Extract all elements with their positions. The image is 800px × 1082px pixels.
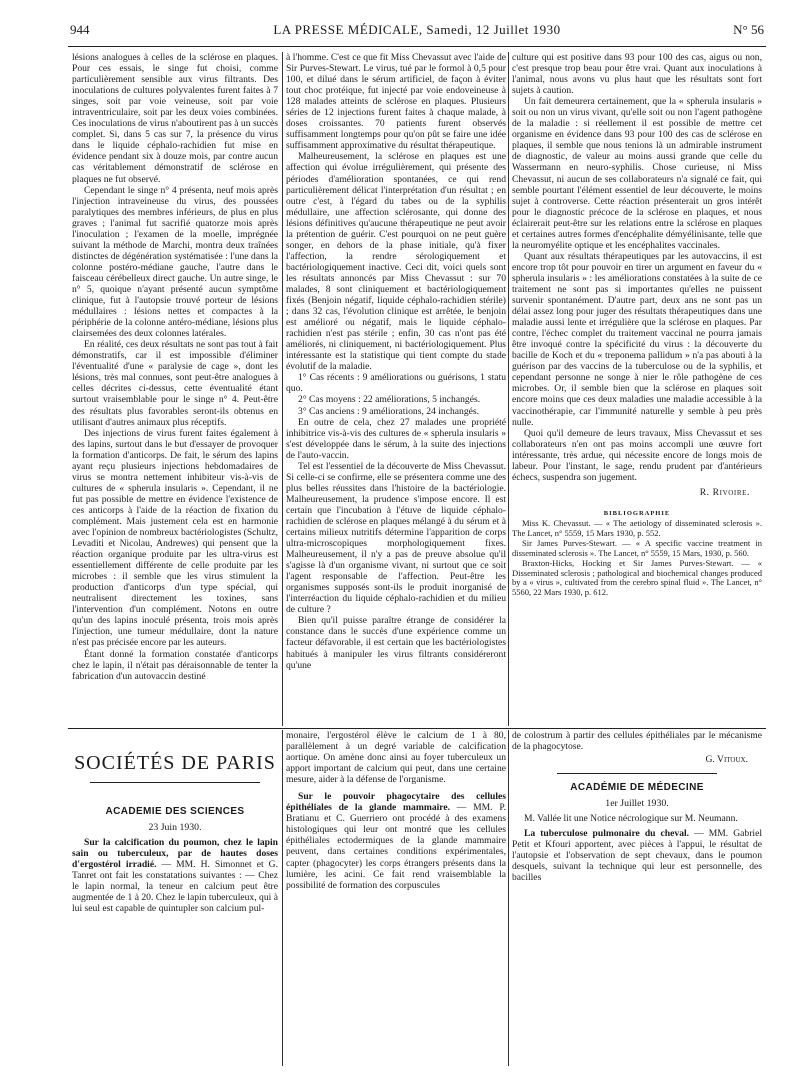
section-rule xyxy=(68,728,766,729)
paragraph: Des injections de virus furent faites également à des lapins, surtout dans le but d'essayer de provoquer la formation d'anticorps. De fait, le sérum des lapins ayant reçu plusieurs injections hebdomadaires de virus se montra nettement inhibiteur vis-à-vis de cultures de « spherula insularis ». Cependant, il ne fut pas possible de mettre en évidence l'existence de ces anticorps à l'aide de la réaction de fixation du complément. Mais justement cela est en harmonie avec l'opinion de nombreux bactériologistes (Schultz, Levaditi et Nicolau, Andrewes) qui pensent que la réaction organique produite par les ultra-virus est essentiellement différente de celle produite par les microbes : il semble que les virus stimulent la production d'anticorps d'un type spécial, qui neutralisent directement les toxines, sans l'intervention d'un complément. Notons en outre qu'un des lapins inoculé présenta, trois mois après l'injection, une tumeur médullaire, dont la nature n'est pas précisée encore par les auteurs. xyxy=(72,427,278,649)
paragraph: Étant donné la formation constatée d'anticorps chez le lapin, il n'était pas déraisonnable de tenter la fabrication d'un autovaccin destiné xyxy=(72,648,278,682)
report-signature: G. Vitoux. xyxy=(705,754,748,766)
stat-line: 2° Cas moyens : 22 améliorations, 5 inchangés. xyxy=(298,394,481,406)
article-column-3 xyxy=(512,52,762,724)
bibliography-entry: Miss K. Chevassut. — « The aetiology of disseminated sclerosis ». The Lancet, n° 5559, 15 Mars 1930, p. 552. xyxy=(512,517,762,538)
paragraph: En réalité, ces deux résultats ne sont pas tout à fait démonstratifs, car il est impossible d'éliminer l'éventualité d'une « paralysie de cage », dont les lésions, très mal connues, sont peut-être analogues à celles décrites ci-dessus, cette éventualité étant surtout vraisemblable pour le singe n° 4. Peut-être des résultats plus favorables seront-ils obtenus en utilisant d'autres animaux plus réceptifs. xyxy=(72,339,278,428)
article-column-1 xyxy=(72,52,278,724)
report-body: — MM. H. Simonnet et G. Tanret ont fait les constatations suivantes : — Chez le lapin normal, la teneur en calcium peut être augmentée de 1 à 20. Chez le lapin tuberculeux, qui à lui seul est capable de quintupler son calcium pul- xyxy=(72,859,278,915)
session-date: 23 Juin 1930. xyxy=(148,822,202,834)
bibliography-entry: Braxton-Hicks, Hocking et Sir James Purves-Stewart. — « Disseminated sclerosis ; pathological and biochemical changes produced by a « virus », cultivated from the cerebro spinal fluid ». The Lancet, n° 5560, 22 Mars 1930, p. 612. xyxy=(512,558,762,598)
academy-rule xyxy=(557,773,717,774)
issue-number: N° 56 xyxy=(733,22,764,37)
column-divider xyxy=(282,52,283,726)
societes-column-1 xyxy=(72,806,278,1066)
report-paragraph xyxy=(512,828,762,883)
session-date: 1er Juillet 1930. xyxy=(605,798,669,810)
paragraph: Cependant le singe n° 4 présenta, neuf mois après l'injection intraveineuse du virus, des poussées paralytiques des membres inférieurs, de plus en plus graves ; l'animal fut sacrifié quatorze mois après l'inoculation ; l'examen de la moelle, imprégnée suivant la méthode de Marchi, montra deux traînées distinctes de dégénération systématisée : l'une dans la colonne postéro-médiane gauche, l'autre dans le faisceau cérébelleux direct gauche. Un autre singe, le n° 5, quoique n'ayant présenté aucun symptôme clinique, fut à l'autopsie trouvé porteur de lésions médullaires : lésions nettes et compactes à la périphérie de la colonne antéro-médiane, lésions plus clairsemées des deux colonnes latérales. xyxy=(72,184,278,340)
title-rule xyxy=(90,782,260,783)
paragraph: culture qui est positive dans 93 pour 100 des cas, aigus ou non, c'est presque trop beau pour être vrai. Quant aux inoculations à l'animal, nous avons vu plus haut que les résultats sont fort sujets à caution. xyxy=(512,52,762,97)
running-header xyxy=(70,22,764,40)
paragraph: Quant aux résultats thérapeutiques par les autovaccins, il est encore trop tôt pour pouvoir en tirer un argument en faveur du « spherula insularis » : les améliorations constatées à la suite de ce traitement ne sont pas si importantes qu'elles ne puissent survenir spontanément. D'autre part, deux ans ne sont pas un délai assez long pour juger des résultats thérapeutiques dans une maladie aussi lente et irrégulière que la sclérose en plaques. Par contre, l'échec complet du traitement vaccinal ne pourra jamais être invoqué contre la spécificité du virus : la découverte du bacille de Koch et du « treponema pallidum » n'a pas abouti à la guérison par des vaccins de la tuberculose ou de la syphilis, et cependant personne ne songe à nier le rôle pathogène de ces microbes. Or, il semble bien que la sclérose en plaques soit encore moins que ces deux maladies une maladie accessible à la vaccinothérapie, car l'immunité naturelle y semble à peu près nulle. xyxy=(512,250,762,428)
report-paragraph: de colostrum à partir des cellules épithéliales par le mécanisme de la phagocytose. xyxy=(512,730,762,753)
report-paragraph xyxy=(286,791,506,890)
report-paragraph: monaire, l'ergostérol élève le calcium de 1 à 80, parallèlement à un degré variable de calcification aortique. On amène donc ainsi au foyer tuberculeux un apport important de calcium qui peut, dans une certaine mesure, aider à la défense de l'organisme. xyxy=(286,730,506,786)
column-divider xyxy=(508,730,509,1066)
paragraph: En outre de cela, chez 27 malades une propriété inhibitrice vis-à-vis des cultures de « spherula insularis » s'est développée dans le sérum, à la suite des injections de l'auto-vaccin. xyxy=(286,416,506,461)
bibliography-list xyxy=(512,519,762,598)
column-divider xyxy=(508,52,509,726)
bibliography-heading: BIBLIOGRAPHIE xyxy=(603,509,671,517)
paragraph: Bien qu'il puisse paraître étrange de considérer la constance dans le succès d'une expérience comme un facteur défavorable, il est certain que les bactériologistes habitués à manipuler les virus filtrants considéreront qu'une xyxy=(286,615,506,671)
article-column-2 xyxy=(286,52,506,724)
report-title: Sur la calcification du poumon, chez le lapin sain ou tuberculeux, par de hautes doses d'ergostérol irradié. xyxy=(72,837,278,871)
societes-column-2 xyxy=(286,730,506,1066)
academy-heading: ACADÉMIE DE MÉDECINE xyxy=(570,782,704,794)
societes-column-3 xyxy=(512,730,762,1066)
paragraph: Un fait demeurera certainement, que la « spherula insularis » soit ou non un virus vivant, qu'elle soit ou non l'agent pathogène de la maladie : si réellement il est possible de mettre cet organisme en évidence dans 93 pour 100 des cas de sclérose en plaques, il semble que nous tenions là un admirable instrument de diagnostic, de valeur au moins aussi grande que celle du Wassermann en neuro-syphilis. Chose curieuse, ni Miss Chevassut, ni aucun de ses collaborateurs n'a signalé ce fait, qui semble pourtant l'élément essentiel de leur découverte, le moins sujet à controverse. Cette réaction présenterait un gros intérêt pour le diagnostic précoce de la sclérose en plaques, et nous éclairerait peut-être sur les relations entre la sclérose en plaques et certaines autres formes d'encéphalite démyélinisante, telle que la neuromyélite optique et les encéphalites vaccinales. xyxy=(512,96,762,251)
header-rule xyxy=(68,46,766,47)
report-title: Sur le pouvoir phagocytaire des cellules épithéliales de la glande mammaire. xyxy=(286,791,506,814)
paragraph: Tel est l'essentiel de la découverte de Miss Chevassut. Si celle-ci se confirme, elle se présentera comme une des plus belles réussites dans l'histoire de la bactériologie. Malheureusement, la prudence s'impose encore. Il est certain que l'incubation à l'étuve de liquide céphalo-rachidien de sclérose en plaques mélangé à du sérum et à certains milieux nutritifs détermine l'apparition de corps ultra-microscopiques morphologiquement fixes. Malheureusement, il n'y a pas de preuve absolue qu'il s'agisse là d'un organisme vivant, ni surtout que ce soit l'agent responsable de l'affection. Peut-être les organismes supposés sont-ils le produit inorganisé de l'interréaction du liquide céphalo-rachidien et du milieu de culture ? xyxy=(286,460,506,616)
section-title: SOCIÉTÉS DE PARIS xyxy=(74,752,276,774)
stat-line: 1° Cas récents : 9 améliorations ou guérisons, 1 statu quo. xyxy=(286,372,506,395)
academy-heading: ACADÉMIE DES SCIENCES xyxy=(105,806,245,817)
report-paragraph: M. Vallée lit une Notice nécrologique sur M. Neumann. xyxy=(524,813,738,825)
report-title: La tuberculose pulmonaire du cheval. xyxy=(524,828,690,840)
report-body: — MM. P. Bratianu et C. Guerriero ont procédé à des examens histologiques qui leur ont montré que les cellules épithéliales ectodermiques de la glande mammaire peuvent, dans certaines conditions expérimentales, capter (phagocyter) les corps étrangers présents dans la lumière, les acini. Ce fait rend vraisemblable la possibilité de formation des corpuscules xyxy=(286,802,506,891)
paragraph: lésions analogues à celles de la sclérose en plaques. Pour ces essais, le singe fut choisi, comme particulièrement sensible aux virus filtrants. Des inoculations de cultures polyvalentes furent faites à 7 singes, soit par voie veineuse, soit par voie intraventriculaire, soit par les deux voies combinées. Ces inoculations de virus n'aboutirent pas à un succès complet. Si, dans 5 cas sur 7, la présence du virus dans le liquide céphalo-rachidien fut mise en évidence pendant six à douze mois, par contre aucun cas véritablement démonstratif de sclérose en plaques ne fut observé. xyxy=(72,52,278,185)
page-number: 944 xyxy=(70,22,90,37)
column-divider xyxy=(282,730,283,1066)
report-body: — MM. Gabriel Petit et Kfouri apportent, avec pièces à l'appui, le résultat de l'autopsie et l'observation de sept chevaux, dans le poumon desquels, suivant la technique qui leur est personnelle, des bacilles xyxy=(512,828,762,884)
author-signature: R. Rivoire. xyxy=(699,486,750,498)
bibliography-entry: Sir James Purves-Stewart. — « A specific vaccine treatment in disseminated sclerosis ». The Lancet, n° 5559, 15 Mars, 1930, p. 560. xyxy=(512,538,762,558)
paragraph: à l'homme. C'est ce que fit Miss Chevassut avec l'aide de Sir Purves-Stewart. Le virus, tué par le formol à 0,5 pour 100, et dilué dans le sérum artificiel, de façon à éviter tout choc protéique, fut injecté par voie endoveineuse à 128 malades atteints de sclérose en plaques. Plusieurs séries de 12 injections furent faites à chaque malade, à doses croissantes. 70 patients furent observés suffisamment longtemps pour qu'on pût se faire une idée suffisamment approximative du résultat thérapeutique. xyxy=(286,52,506,152)
journal-title: LA PRESSE MÉDICALE, Samedi, 12 Juillet 1930 xyxy=(273,22,561,37)
paragraph: Quoi qu'il demeure de leurs travaux, Miss Chevassut et ses collaborateurs n'en ont pas moins accompli une œuvre fort intéressante, très ardue, qui nécessite encore de longs mois de labeur. Pour l'instant, le sage, rendu prudent par d'antérieurs échecs, suspendra son jugement. xyxy=(512,427,762,483)
paragraph: Malheureusement, la sclérose en plaques est une affection qui évolue irrégulièrement, qui présente des périodes d'amélioration spontanées, ce qui rend particulièrement délicat l'interprétation d'un résultat ; en outre c'est, à l'égard du tabes ou de la syphilis médullaire, une affection sclérosante, qui donne des lésions définitives qu'aucune thérapeutique ne peut avoir la prétention de guérir. C'est pourquoi on ne peut guère songer, en dehors de la phase initiale, qu'à fixer l'affection, la rendre sérologiquement et bactériologiquement inactive. Ceci dit, voici quels sont les résultats annoncés par Miss Chevassut : sur 70 malades, 8 sont cliniquement et bactériologiquement fixés (Benjoin négatif, liquide céphalo-rachidien stérile) ; dans 32 cas, l'évolution clinique est arrêtée, le benjoin est amélioré ou négatif, mais le liquide céphalo-rachidien n'est pas stérile ; enfin, 30 cas n'ont pas été améliorés, ni cliniquement, ni bactériologiquement. Plus intéressante est la statistique qui tient compte du stade évolutif de la maladie. xyxy=(286,151,506,373)
report-paragraph xyxy=(72,837,278,914)
stat-line: 3° Cas anciens : 9 améliorations, 24 inchangés. xyxy=(298,405,480,417)
